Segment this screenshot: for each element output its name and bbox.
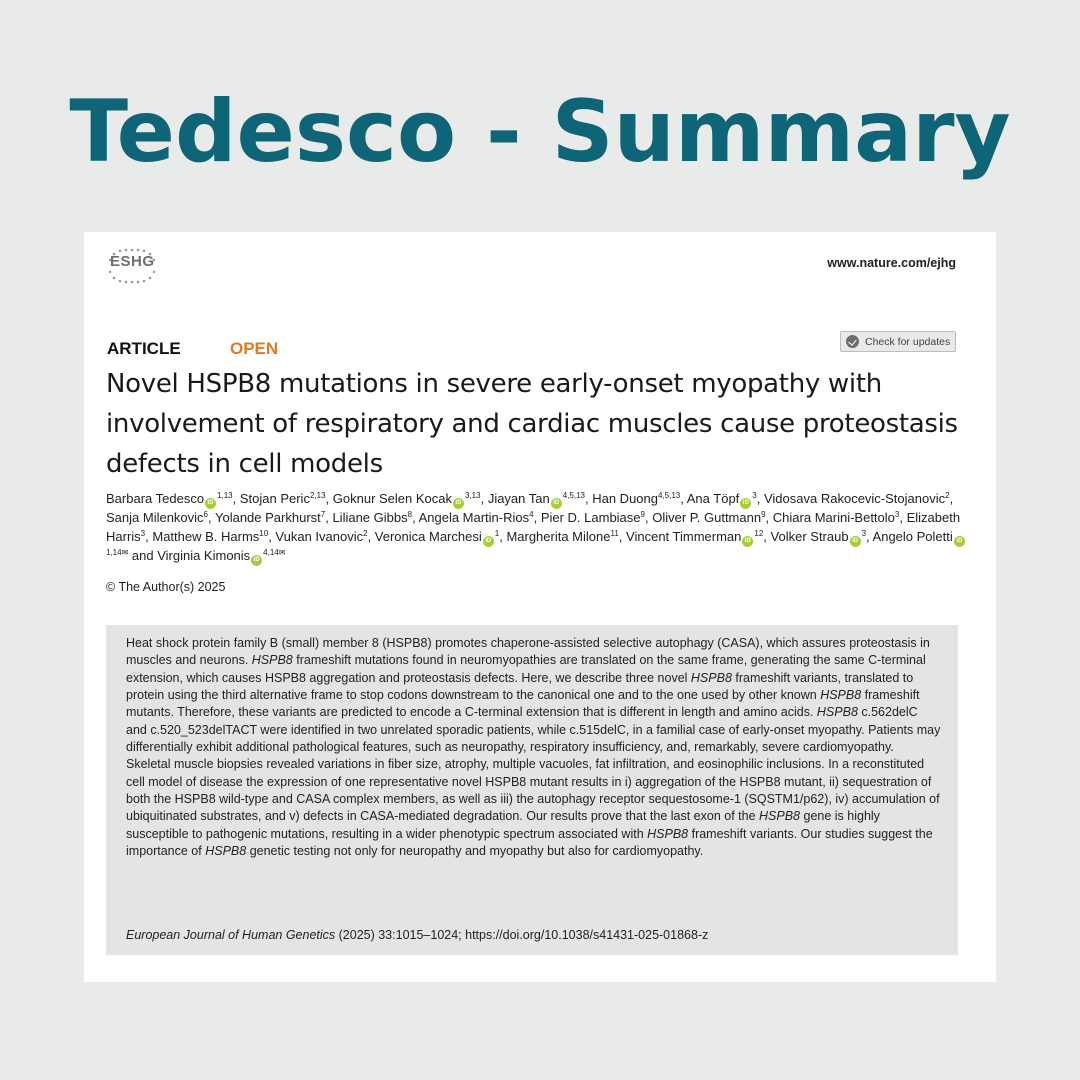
author-separator: , — [644, 510, 653, 525]
author-name[interactable]: Jiayan Tan — [487, 491, 550, 506]
eshg-logo-text: ESHG — [110, 253, 155, 270]
author-affiliation: 4,14✉ — [263, 547, 286, 557]
check-updates-label: Check for updates — [865, 335, 951, 348]
citation-journal: European Journal of Human Genetics — [126, 928, 336, 942]
author-separator: , — [412, 510, 419, 525]
abstract-gene-name: HSPB8 — [251, 653, 293, 668]
author-separator: and — [128, 547, 158, 563]
author-affiliation: 2,13 — [309, 491, 326, 500]
author-name[interactable]: Sanja Milenkovic — [106, 510, 204, 525]
author-name[interactable]: Margherita Milone — [506, 528, 611, 544]
paper-screenshot — [84, 232, 996, 982]
author-name[interactable]: Vukan Ivanovic — [275, 528, 364, 544]
author — [240, 491, 333, 506]
author-affiliation: 3 — [752, 491, 757, 500]
orcid-icon[interactable]: iD — [205, 498, 216, 509]
orcid-icon[interactable]: iD — [740, 498, 751, 509]
author-separator: , — [765, 510, 773, 525]
author-affiliation: 4 — [529, 510, 534, 519]
orcid-icon[interactable]: iD — [453, 498, 464, 509]
open-access-badge: OPEN — [230, 339, 279, 358]
author-affiliation: 3 — [894, 510, 900, 519]
author-affiliation: 4,5,13 — [562, 491, 585, 500]
author-name[interactable]: Han Duong — [592, 491, 658, 506]
author-name[interactable]: Elizabeth Harris — [106, 510, 961, 544]
author-name[interactable]: Virginia Kimonis — [157, 547, 251, 563]
abstract-gene-name: HSPB8 — [647, 826, 689, 841]
abstract-segment: frameshift mutants. Therefore, these variants are predicted to encode a C-terminal extension that is different in length and amino acids. — [126, 688, 920, 720]
author-name[interactable]: Angelo Poletti — [872, 528, 953, 544]
author-separator: , — [232, 491, 240, 506]
author-separator: , — [367, 528, 375, 544]
author-name[interactable]: Liliane Gibbs — [332, 510, 408, 525]
paper-title: Novel HSPB8 mutations in severe early-onset myopathy with involvement of respiratory and cardiac muscles cause proteostasis defects in cell models — [106, 369, 958, 479]
author-name[interactable]: Volker Straub — [770, 528, 849, 544]
author-name[interactable]: Yolande Parkhurst — [215, 510, 321, 525]
abstract-gene-name: HSPB8 — [759, 809, 801, 824]
author — [106, 491, 240, 506]
abstract-text — [126, 635, 941, 860]
author-name[interactable]: Oliver P. Guttmann — [652, 510, 762, 525]
abstract-gene-name: HSPB8 — [820, 688, 862, 703]
article-type-label: ARTICLE — [107, 339, 181, 358]
author-affiliation: 4,5,13 — [658, 491, 681, 500]
author-separator: , — [145, 528, 153, 544]
author-name[interactable]: Pier D. Lambiase — [540, 510, 641, 525]
author — [275, 529, 374, 544]
author-separator: , — [480, 491, 488, 506]
author-separator: , — [268, 528, 276, 544]
citation-details: (2025) 33:1015–1024; https://doi.org/10.1038/s41431-025-01868-z — [335, 928, 709, 942]
abstract-segment: frameshift mutations found in neuromyopathies are translated on the same frame, generating the same C-terminal extension, which causes HSPB8 aggregation and proteostasis defects. Here, we describe three novel — [126, 653, 926, 685]
author-affiliation: 11 — [610, 528, 619, 538]
author-separator: , — [325, 510, 333, 525]
author — [332, 510, 418, 525]
author — [152, 529, 275, 544]
author-affiliation: 10 — [259, 528, 269, 538]
author-separator: , — [584, 491, 593, 506]
author-name[interactable]: Vincent Timmerman — [626, 528, 742, 544]
author-affiliation: 3 — [140, 528, 146, 538]
author-separator: , — [499, 528, 507, 544]
author-affiliation: 9 — [640, 510, 645, 519]
abstract-segment: genetic testing not only for neuropathy and myopathy but also for cardiomyopathy. — [246, 844, 704, 859]
orcid-icon[interactable]: iD — [483, 536, 494, 547]
author-affiliation: 8 — [407, 510, 413, 519]
author — [506, 529, 626, 544]
abstract-gene-name: HSPB8 — [205, 844, 247, 859]
author-affiliation: 1,13 — [217, 491, 233, 500]
author-affiliation: 3 — [861, 528, 867, 538]
author — [419, 510, 541, 525]
author — [592, 491, 687, 506]
abstract-segment: gene is highly susceptible to pathogenic mutations, resulting in a wider phenotypic spectrum associated with — [126, 809, 880, 841]
author-name[interactable]: Veronica Marchesi — [374, 528, 482, 544]
abstract-box — [106, 625, 958, 955]
author — [106, 510, 215, 525]
author — [215, 510, 332, 525]
abstract-segment: c.562delC and c.520_523delTACT were identified in two unrelated sporadic patients, while c.515delC, in a familial case of early-onset myopathy. Patients may differentially exhibit additional pathological features, such as neuropathy, respiratory insufficiency, and, remarkably, severe cardiomyopathy. Skeletal muscle biopsies revealed variations in fiber size, atrophy, multiple vacuoles, fat infiltration, and eosinophilic inclusions. In a reconstituted cell model of disease the expression of one representative novel HSPB8 mutant results in i) aggregation of the HSPB8 mutant, ii) sequestration of both the HSPB8 wild-type and CASA complex members, as well as iii) the autophagy receptor sequestosome-1 (SQSTM1/p62), iv) accumulation of ubiquitinated substrates, and v) defects in CASA-mediated degradation. Our results prove that the last exon of the — [126, 705, 941, 824]
abstract-gene-name: HSPB8 — [816, 705, 858, 720]
author-name[interactable]: Ana Töpf — [686, 491, 740, 506]
orcid-icon[interactable]: iD — [251, 555, 262, 566]
author-affiliation: 2 — [363, 528, 368, 538]
author — [157, 548, 285, 563]
author-name[interactable]: Chiara Marini-Bettolo — [772, 510, 895, 525]
author-name[interactable]: Vidosava Rakocevic-Stojanovic — [763, 491, 946, 506]
author — [687, 491, 764, 506]
author — [773, 510, 907, 525]
author-separator: , — [208, 510, 215, 525]
author-name[interactable]: Barbara Tedesco — [106, 491, 205, 506]
orcid-icon[interactable]: iD — [850, 536, 861, 547]
author-name[interactable]: Stojan Peric — [239, 491, 310, 506]
author — [771, 529, 873, 544]
author-separator: , — [866, 528, 873, 544]
author — [333, 491, 488, 506]
check-for-updates-button[interactable] — [840, 331, 956, 352]
author-name[interactable]: Matthew B. Harms — [152, 528, 260, 544]
copyright-notice: © The Author(s) 2025 — [106, 580, 226, 594]
author-affiliation: 3,13 — [465, 491, 481, 500]
abstract-gene-name: HSPB8 — [690, 670, 732, 685]
author-separator: , — [325, 491, 333, 506]
author-separator: , — [756, 491, 764, 506]
orcid-icon[interactable]: iD — [742, 536, 753, 547]
author-affiliation: 1 — [494, 528, 500, 538]
author — [375, 529, 507, 544]
page-heading: Tedesco - Summary — [69, 82, 1011, 182]
journal-url[interactable]: www.nature.com/ejhg — [827, 256, 956, 270]
author-separator: , — [949, 491, 954, 506]
author-affiliation: 12 — [754, 528, 764, 538]
author — [488, 491, 592, 506]
author — [541, 510, 652, 525]
abstract-segment: frameshift variants, translated to protein using the third alternative frame to stop codons downstream to the canonical one and to the one used by other known — [126, 670, 914, 703]
author-affiliation: 1,14✉ — [106, 547, 129, 557]
author — [652, 510, 773, 525]
author-separator: , — [533, 510, 541, 525]
author-list — [106, 490, 976, 566]
check-updates-icon — [846, 335, 859, 348]
author-affiliation: 2 — [945, 491, 950, 500]
author — [626, 529, 771, 544]
author-separator: , — [899, 510, 907, 525]
author-name[interactable]: Goknur Selen Kocak — [332, 491, 452, 506]
author-affiliation: 6 — [203, 510, 208, 519]
abstract-segment: frameshift variants. Our studies suggest the importance of — [126, 826, 933, 859]
author — [764, 491, 953, 506]
author-separator: , — [680, 491, 687, 506]
author-name[interactable]: Angela Martin-Rios — [418, 510, 530, 525]
citation — [126, 928, 708, 942]
author-affiliation: 7 — [320, 510, 326, 519]
orcid-icon[interactable]: iD — [551, 498, 562, 509]
author-separator: , — [618, 528, 627, 544]
author-affiliation: 9 — [761, 510, 766, 519]
orcid-icon[interactable]: iD — [954, 536, 965, 547]
abstract-segment: Heat shock protein family B (small) member 8 (HSPB8) promotes chaperone-assisted selective autophagy (CASA), which assures proteostasis in muscles and neurons. — [126, 636, 930, 668]
author-separator: , — [763, 528, 771, 544]
